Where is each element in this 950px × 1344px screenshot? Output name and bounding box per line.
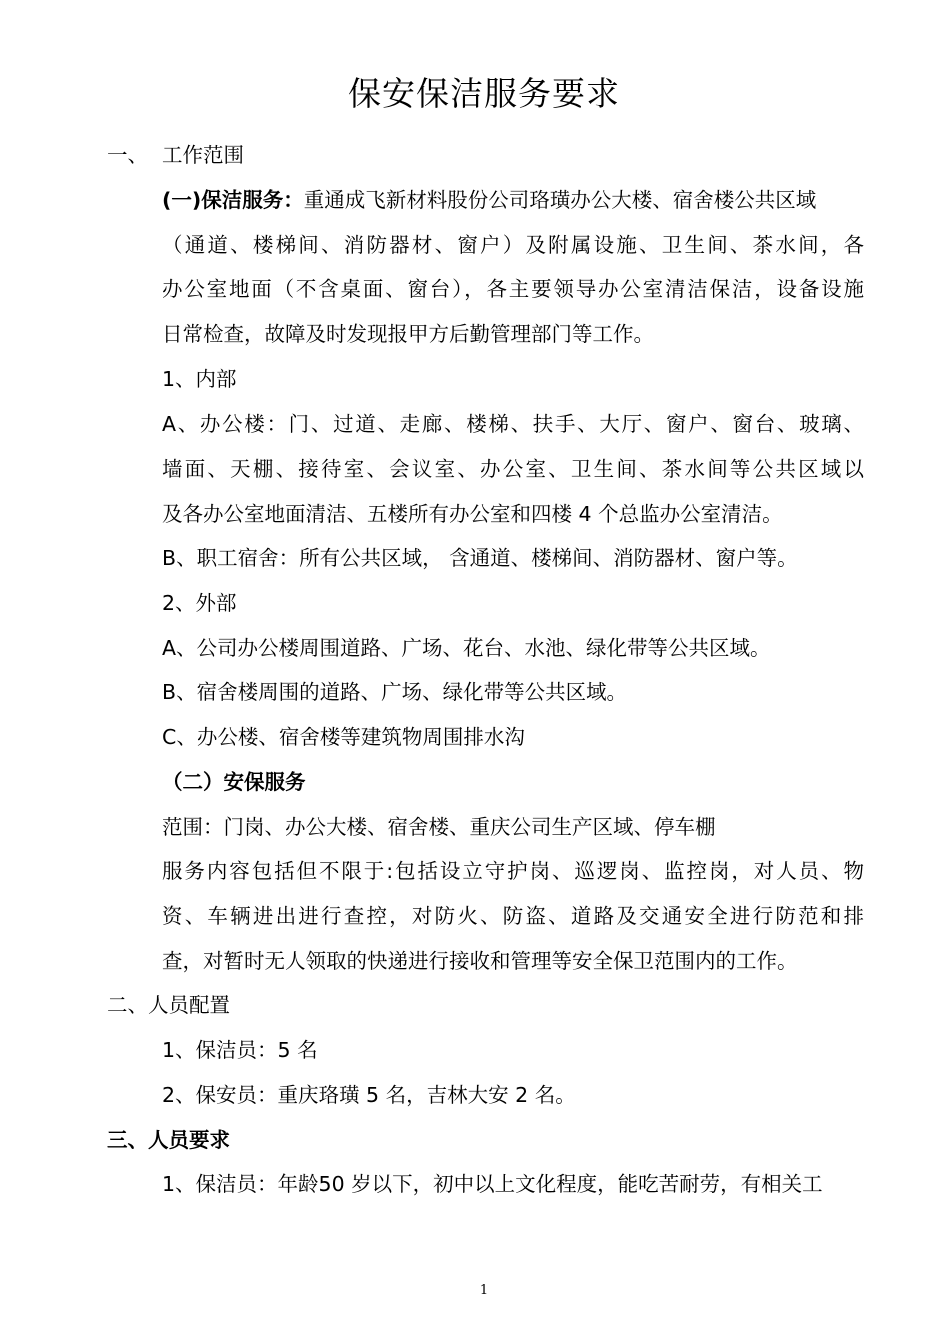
cleaning-first-line: [162, 185, 816, 215]
cleaning-text-1: 重通成飞新材料股份公司珞璜办公大楼、宿舍楼公共区域: [303, 188, 817, 212]
section-1-number: 一、: [107, 143, 148, 167]
section-1-heading: 工作范围: [162, 143, 244, 167]
section-2-heading: 二、人员配置: [107, 993, 230, 1017]
page-title: 保安保洁服务要求: [348, 74, 620, 113]
staffing-cleaners: 1、保洁员：5 名: [162, 1038, 318, 1062]
outer-scope-c: C、办公楼、宿舍楼等建筑物周围排水沟: [162, 725, 525, 749]
outer-scope-b: B、宿舍楼周围的道路、广场、绿化带等公共区域。: [162, 680, 628, 704]
cleaning-text-4: 日常检查，故障及时发现报甲方后勤管理部门等工作。: [162, 322, 654, 346]
security-content-2: 资、车辆进出进行查控，对防火、防盗、道路及交通安全进行防范和排: [162, 904, 864, 928]
cleaning-text-3: 办公室地面（不含桌面、窗台），各主要领导办公室清洁保洁，设备设施: [162, 277, 864, 301]
office-building-line-3: 及各办公室地面清洁、五楼所有办公室和四楼 4 个总监办公室清洁。: [162, 502, 783, 526]
staffing-guards: 2、保安员：重庆珞璜 5 名，吉林大安 2 名。: [162, 1083, 576, 1107]
security-content-3: 查，对暂时无人领取的快递进行接收和管理等安全保卫范围内的工作。: [162, 949, 798, 973]
inner-scope-title: 1、内部: [162, 367, 237, 391]
dormitory-line: B、职工宿舍：所有公共区域， 含通道、楼梯间、消防器材、窗户等。: [162, 546, 798, 570]
requirement-cleaners: 1、保洁员：年龄50 岁以下，初中以上文化程度，能吃苦耐劳，有相关工: [162, 1172, 823, 1196]
cleaning-text-2: （通道、楼梯间、消防器材、窗户）及附属设施、卫生间、茶水间，各: [162, 233, 864, 257]
page-number: 1: [479, 1283, 489, 1298]
security-heading: （二）安保服务: [162, 770, 306, 794]
cleaning-heading: (一)保洁服务：: [162, 188, 304, 212]
section-3-heading: 三、人员要求: [107, 1128, 230, 1152]
security-scope: 范围：门岗、办公大楼、宿舍楼、重庆公司生产区域、停车棚: [162, 815, 716, 839]
office-building-line-1: A、办公楼：门、过道、走廊、楼梯、扶手、大厅、窗户、窗台、玻璃、: [162, 412, 864, 436]
outer-scope-title: 2、外部: [162, 591, 237, 615]
office-building-line-2: 墙面、天棚、接待室、会议室、办公室、卫生间、茶水间等公共区域以: [162, 457, 864, 481]
outer-scope-a: A、公司办公楼周围道路、广场、花台、水池、绿化带等公共区域。: [162, 636, 771, 660]
security-content-1: 服务内容包括但不限于:包括设立守护岗、巡逻岗、监控岗，对人员、物: [162, 859, 864, 883]
